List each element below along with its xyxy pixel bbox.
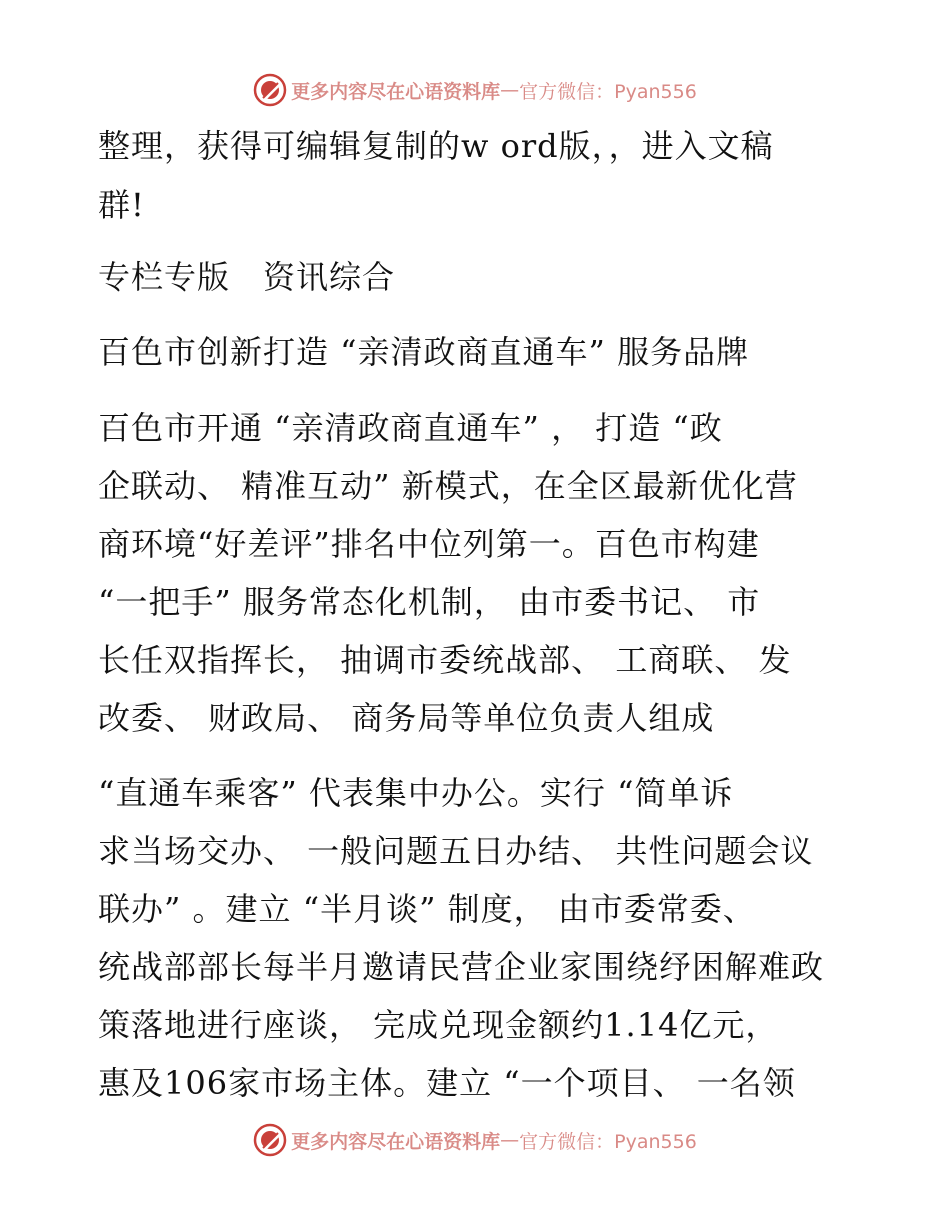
- body-line: 改委、 财政局、 商务局等单位负责人组成: [98, 699, 715, 737]
- header-watermark: [0, 72, 950, 108]
- body-line: 百色市开通 “亲清政商直通车” ， 打造 “政: [98, 409, 723, 447]
- quill-logo-icon: [253, 1123, 287, 1157]
- body-line: 群!: [98, 186, 145, 224]
- body-line: 求当场交办、 一般问题五日办结、 共性问题会议: [98, 832, 814, 870]
- watermark-contact: 官方微信：Pyan556: [519, 80, 697, 103]
- body-line: 策落地进行座谈， 完成兑现金额约1.14亿元，: [98, 1006, 779, 1044]
- section-heading: 专栏专版 资讯综合: [98, 258, 396, 296]
- body-line: 惠及106家市场主体。建立 “一个项目、 一名领: [98, 1064, 796, 1102]
- body-line: 企联动、 精准互动” 新模式，在全区最新优化营: [98, 467, 798, 505]
- footer-watermark: [0, 1122, 950, 1158]
- watermark-contact: 官方微信：Pyan556: [519, 1130, 697, 1153]
- body-line: “一把手” 服务常态化机制， 由市委书记、 市: [98, 583, 761, 621]
- body-line: 商环境“好差评”排名中位列第一。百色市构建: [98, 525, 760, 563]
- watermark-site-text: 更多内容尽在心语资料库: [291, 80, 501, 103]
- watermark-separator: —: [500, 79, 520, 101]
- body-line: 整理，获得可编辑复制的w ord版，，进入文稿: [98, 127, 774, 165]
- body-line: “直通车乘客” 代表集中办公。实行 “简单诉: [98, 774, 734, 812]
- body-line: 联办” 。建立 “半月谈” 制度， 由市委常委、: [98, 890, 756, 928]
- article-title: 百色市创新打造 “亲清政商直通车” 服务品牌: [98, 333, 750, 371]
- watermark-separator: —: [500, 1129, 520, 1151]
- watermark-site-text: 更多内容尽在心语资料库: [291, 1130, 501, 1153]
- quill-logo-icon: [253, 73, 287, 107]
- body-line: 统战部部长每半月邀请民营企业家围绕纾困解难政: [98, 948, 825, 986]
- body-line: 长任双指挥长， 抽调市委统战部、 工商联、 发: [98, 641, 792, 679]
